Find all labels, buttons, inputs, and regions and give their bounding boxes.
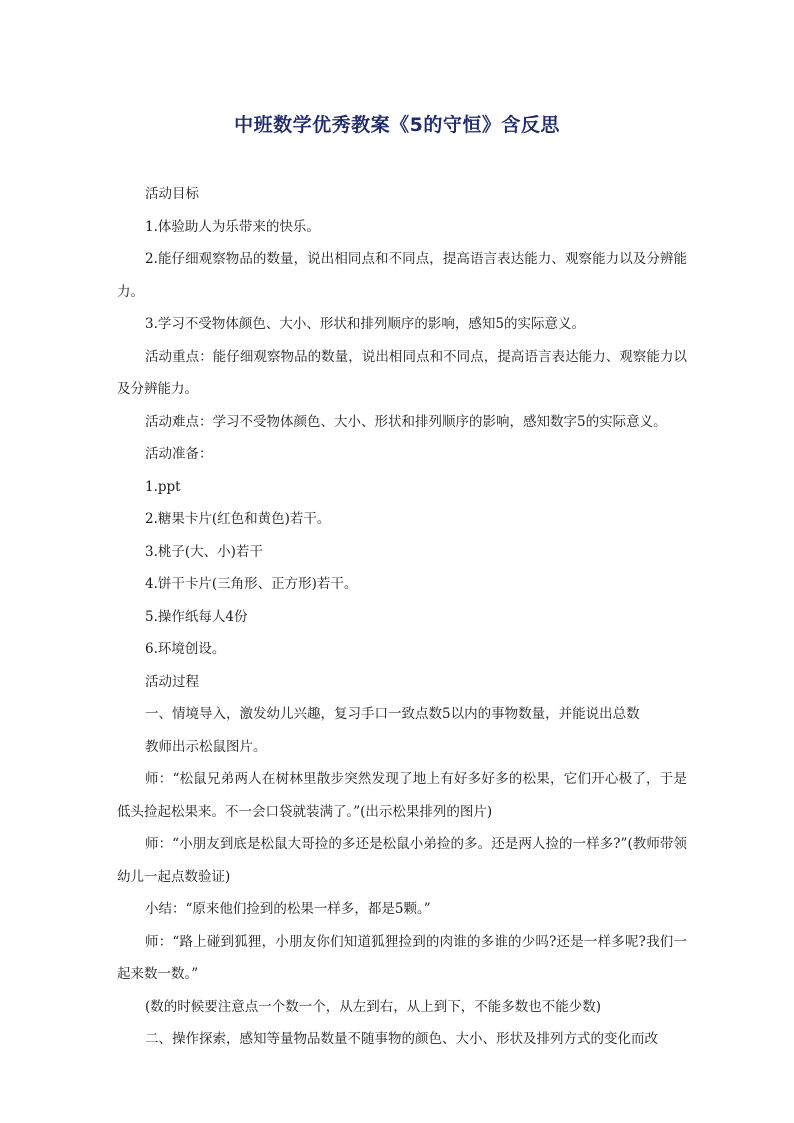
document-body [117,178,687,1056]
paragraph-difficulty: 活动难点：学习不受物体颜色、大小、形状和排列顺序的影响，感知数字5的实际意义。 [145,413,667,430]
paragraph-preparation-1: 1.ppt [145,478,181,495]
paragraph-step-2: 二、操作探索，感知等量物品数量不随事物的颜色、大小、形状及排列方式的变化而改 [145,1031,658,1047]
document-title: 中班数学优秀教案《5的守恒》含反思 [234,114,560,136]
paragraph-show-squirrel: 教师出示松鼠图片。 [145,738,267,755]
paragraph-preparation-4: 4.饼干卡片(三角形、正方形)若干。 [145,576,358,592]
paragraph-preparation-6: 6.环境创设。 [145,641,226,657]
paragraph-objective-2: 2.能仔细观察物品的数量，说出相同点和不同点，提高语言表达能力、观察能力以及分辨能力。 [117,251,687,300]
paragraph-teacher-question: 师：“小朋友到底是松鼠大哥捡的多还是松鼠小弟捡的多。还是两人捡的一样多?”(教师带领幼儿一起点数验证) [117,836,687,885]
paragraph-objective-1: 1.体验助人为乐带来的快乐。 [145,218,320,235]
paragraph-preparation-5: 5.操作纸每人4份 [145,608,248,625]
paragraph-key-point: 活动重点：能仔细观察物品的数量，说出相同点和不同点，提高语言表达能力、观察能力以及分辨能力。 [117,348,687,397]
paragraph-preparation-3: 3.桃子(大、小)若干 [145,543,263,560]
paragraph-objectives-heading: 活动目标 [145,186,199,202]
paragraph-step-1: 一、情境导入，激发幼儿兴趣，复习手口一致点数5以内的事物数量，并能说出总数 [145,706,640,722]
paragraph-preparation-2: 2.糖果卡片(红色和黄色)若干。 [145,511,331,527]
paragraph-teacher-fox: 师：“路上碰到狐狸，小朋友你们知道狐狸捡到的肉谁的多谁的少吗?还是一样多呢?我们一起来数一数。” [117,933,687,982]
paragraph-process-heading: 活动过程 [145,673,199,690]
paragraph-summary: 小结：“原来他们捡到的松果一样多，都是5颗。” [145,901,431,917]
paragraph-preparation-heading: 活动准备： [145,446,213,462]
paragraph-counting-note: (数的时候要注意点一个数一个，从左到右，从上到下，不能多数也不能少数) [145,998,602,1015]
paragraph-objective-3: 3.学习不受物体颜色、大小、形状和排列顺序的影响，感知5的实际意义。 [145,316,585,332]
paragraph-teacher-story: 师：“松鼠兄弟两人在树林里散步突然发现了地上有好多好多的松果，它们开心极了，于是低头捡起松果来。不一会口袋就装满了。”(出示松果排列的图片) [117,771,687,820]
